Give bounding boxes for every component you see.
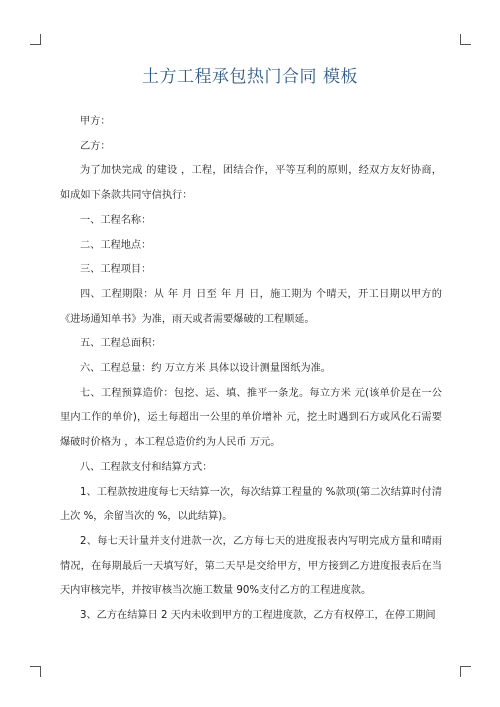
- crop-mark-bottom-left: [30, 666, 41, 677]
- paragraph-payment-heading: 八、工程款支付和结算方式：: [80, 461, 213, 473]
- paragraph-project-name: 一、工程名称：: [80, 214, 152, 226]
- paragraph-project-items: 三、工程项目：: [80, 264, 152, 276]
- paragraph-total-area: 五、工程总面积：: [80, 338, 162, 350]
- paragraph-payment-clause-2: 2、每七天计量并支付进款一次，乙方每七天的进度报表内写明完成方量和晴雨情况，在每期最后一天填写好，第二天早是交给甲方，甲方接到乙方进度报表后在当天内审核完毕，并按审核当次施工数量 90%支付乙方的工程进度款。: [60, 535, 442, 597]
- paragraph-payment-clause-3: 3、乙方在结算日 2 天内未收到甲方的工程进度款，乙方有权停工，在停工期间: [80, 610, 436, 622]
- document-title: 土方工程承包热门合同 模板: [142, 67, 358, 87]
- crop-mark-bottom-right: [460, 666, 471, 677]
- paragraph-total-volume: 六、工程总量：约 万立方米 具体以设计测量图纸为准。: [80, 363, 331, 375]
- paragraph-project-period: 四、工程期限：从 年 月 日至 年 月 日，施工期为 个晴天，开工日期以甲方的《进场通知单书》为准，雨天或者需要爆破的工程顺延。: [60, 288, 442, 325]
- paragraph-payment-clause-1: 1、工程款按进度每七天结算一次，每次结算工程量的 %款项(第二次结算时付清上次 %，余留当次的 %，以此结算)。: [60, 486, 442, 523]
- paragraph-budget-cost: 七、工程预算造价：包挖、运、填、推平一条龙。每立方米 元(该单价是在一公里内工作的单价)，运土每超出一公里的单价增补 元，挖土时遇到石方或风化石需要爆破时价格为 ，本工程总造价约为人民币 万元。: [60, 387, 442, 449]
- paragraph-project-location: 二、工程地点：: [80, 239, 152, 251]
- document-body: [60, 110, 442, 629]
- crop-mark-top-left: [30, 34, 41, 45]
- paragraph-preamble: 为了加快完成 的建设 ，工程，团结合作，平等互利的原则，经双方友好协商，如成如下条款共同守信执行：: [60, 165, 442, 202]
- crop-mark-top-right: [460, 34, 471, 45]
- paragraph-party-b: 乙方：: [80, 140, 111, 152]
- paragraph-party-a: 甲方：: [80, 116, 111, 127]
